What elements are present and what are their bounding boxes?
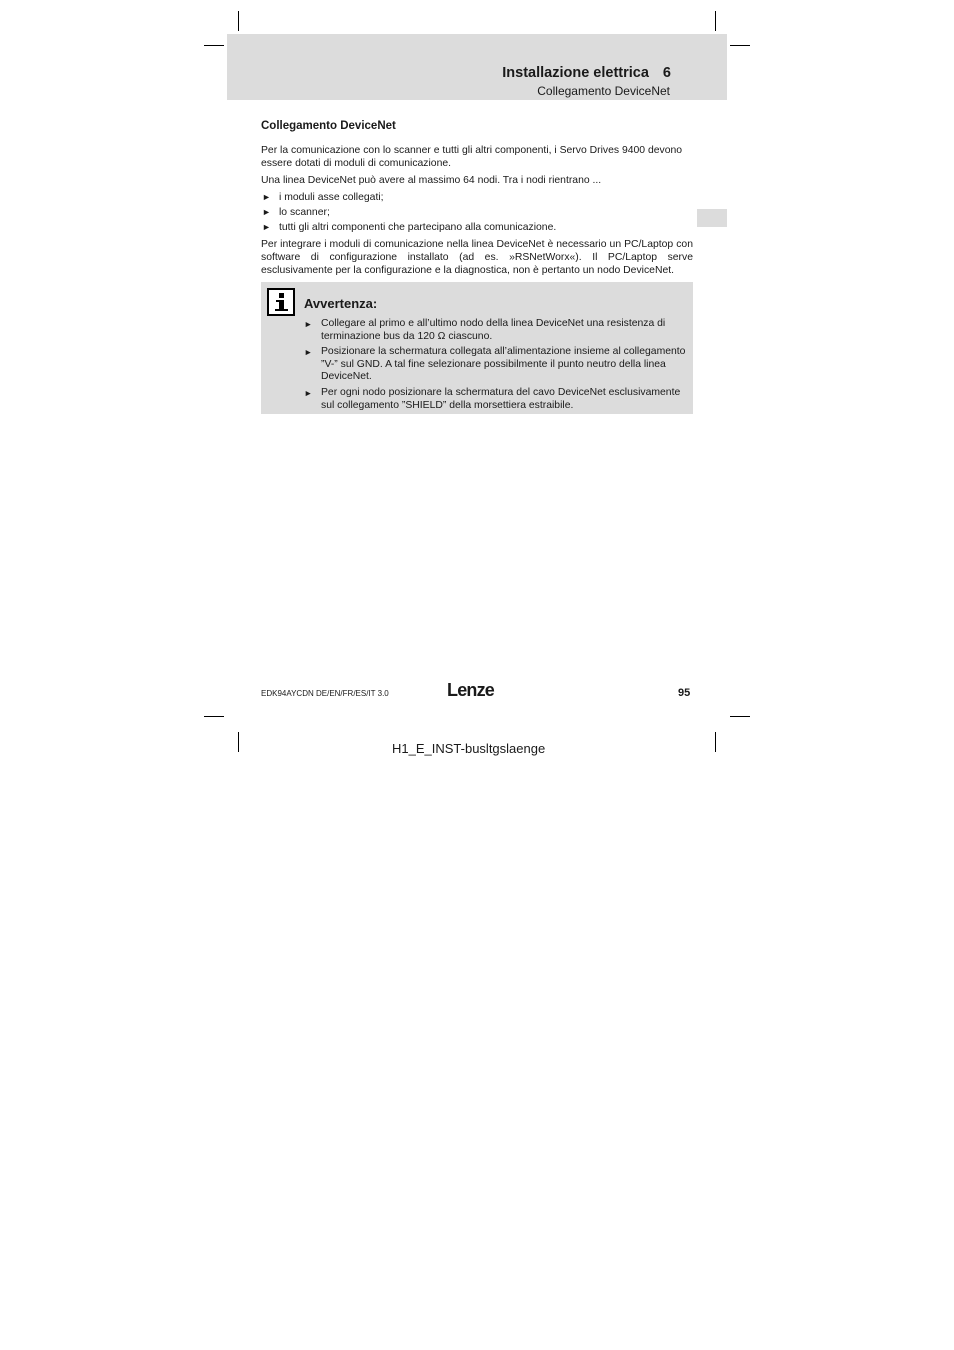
- crop-mark-bottom-right: [715, 732, 716, 752]
- chapter-title-text: Installazione elettrica: [502, 65, 649, 81]
- info-icon: [267, 288, 295, 316]
- document-code: EDK94AYCDN DE/EN/FR/ES/IT 3.0: [261, 689, 389, 698]
- note-box: [261, 282, 693, 414]
- crop-mark-top-right-h: [730, 45, 750, 46]
- node-list: [261, 191, 693, 234]
- note-item: ► Collegare al primo e all’ultimo nodo della linea DeviceNet una resistenza di terminazione bus da 120 Ω ciascuno.: [304, 318, 688, 343]
- crop-mark-bottom-left: [238, 732, 239, 752]
- page-number: 95: [678, 687, 691, 699]
- note-item: ► Posizionare la schermatura collegata all’alimentazione insieme al collegamento ”V-” sul GND. A tal fine selezionare possibilmente il punto neutro della linea DeviceNet.: [304, 346, 688, 384]
- main-content: [261, 120, 693, 281]
- chapter-title: [502, 65, 671, 81]
- list-item: ► i moduli asse collegati;: [261, 191, 693, 204]
- paragraph-nodes: Una linea DeviceNet può avere al massimo 64 nodi. Tra i nodi rientrano ...: [261, 175, 602, 186]
- list-item: ► tutti gli altri componenti che partecipano alla comunicazione.: [261, 221, 693, 234]
- crop-mark-bottom-left-h: [204, 716, 224, 717]
- thumb-index-tab: [697, 209, 727, 227]
- lenze-logo: Lenze: [447, 680, 495, 700]
- section-heading: Collegamento DeviceNet: [261, 120, 396, 132]
- chapter-number: 6: [662, 65, 671, 81]
- note-list: [304, 318, 688, 415]
- note-item: ► Per ogni nodo posizionare la schermatura del cavo DeviceNet esclusivamente sul collegamento ”SHIELD” della morsettiera estraibile.: [304, 387, 688, 412]
- paragraph-intro: Per la comunicazione con lo scanner e tutti gli altri componenti, i Servo Drives 9400 devono essere dotati di moduli di comunicazione.: [261, 145, 683, 169]
- note-title: Avvertenza:: [304, 296, 378, 311]
- crop-mark-bottom-right-h: [730, 716, 750, 717]
- chapter-subtitle: Collegamento DeviceNet: [537, 84, 670, 98]
- crop-mark-top-left: [238, 11, 239, 31]
- crop-mark-top-right: [715, 11, 716, 31]
- crop-mark-top-left-h: [204, 45, 224, 46]
- list-item: ► lo scanner;: [261, 206, 693, 219]
- paragraph-pc-laptop: Per integrare i moduli di comunicazione nella linea DeviceNet è necessario un PC/Laptop con software di configurazione installato (ad es. »RSNetWorx«). Il PC/Laptop serve esclusivamente per la configurazione e la diagnostica, non è pertanto un nodo DeviceNet.: [261, 239, 693, 276]
- page-header: [227, 34, 727, 100]
- file-label: H1_E_INST-busltgslaenge: [392, 741, 546, 756]
